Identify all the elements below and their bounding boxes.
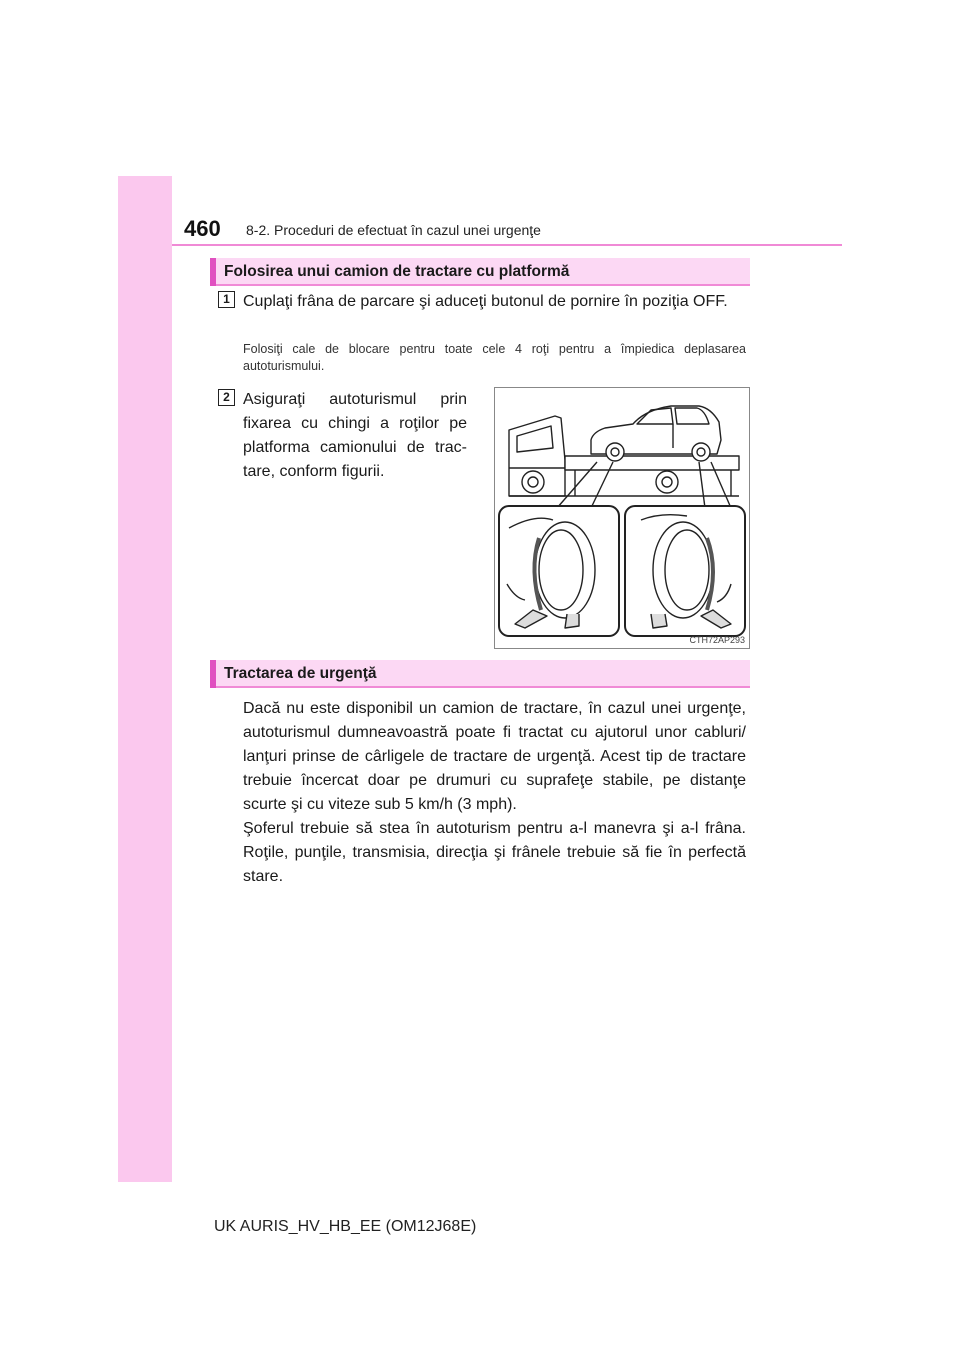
chapter-sidebar [118,176,172,1182]
section-title: Folosirea unui camion de tractare cu platformă [224,263,570,280]
step-1-badge: 1 [218,291,235,308]
section-heading-emergency-towing [210,660,750,688]
step-2-text: Asiguraţi autoturismul prin fixarea cu chingi a roţilor pe platforma camionului de trac- tare, conform figurii. [243,391,467,480]
footer-model-code: UK AURIS_HV_HB_EE (OM12J68E) [214,1218,477,1235]
section-title: Tractarea de urgenţă [224,665,377,682]
emergency-towing-paragraph-1: Dacă nu este disponibil un camion de tractare, în cazul unei urgenţe, autoturismul dumneavoastră poate fi tractat cu ajutorul unor cabluri/ lanţuri prinse de cârligele de tractare de urgenţă. Acest tip de tractare trebuie încercat doar pe drumuri cu suprafeţe stabile, pe distanţe scurte şi cu viteze sub 5 km/h (3 mph). [243,700,746,813]
header-rule [172,244,842,246]
chapter-title: 8-2. Proceduri de efectuat în cazul unei urgenţe [246,222,541,238]
flatbed-truck-illustration-icon [495,388,749,648]
flatbed-truck-figure [494,387,750,649]
step-2-badge: 2 [218,389,235,406]
section-accent [210,258,216,286]
figure-code: CTH72AP293 [689,635,745,645]
emergency-towing-paragraph-2: Şoferul trebuie să stea în autoturism pentru a-l manevra şi a-l frâna. Roţile, punţile, transmisia, direcţia şi frânele trebuie să fie în perfectă stare. [243,820,746,885]
step-1-note: Folosiţi cale de blocare pentru toate cele 4 roţi pentru a împiedica deplasarea autoturismului. [243,342,746,373]
step-1-text: Cuplaţi frâna de parcare şi aduceţi butonul de pornire în poziţia OFF. [243,293,728,310]
section-accent [210,660,216,688]
section-heading-flatbed [210,258,750,286]
page-number: 460 [184,216,221,241]
